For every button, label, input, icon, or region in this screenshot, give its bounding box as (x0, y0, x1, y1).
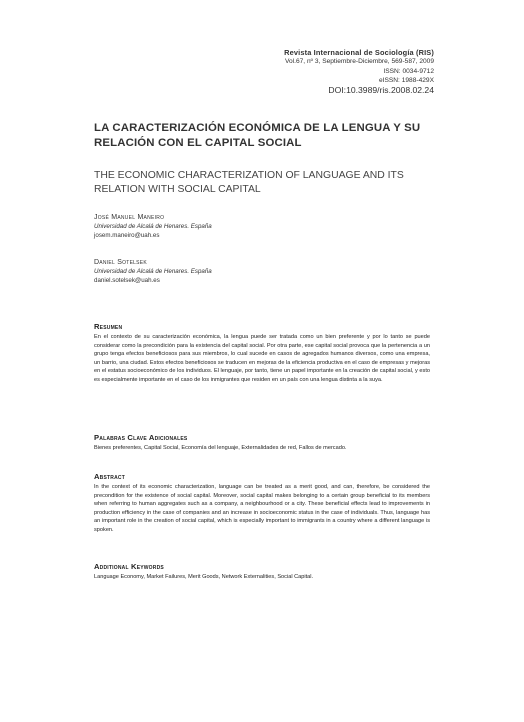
author-email: josem.maneiro@uah.es (94, 231, 160, 239)
abstract-heading: Abstract (94, 472, 125, 481)
journal-name: Revista Internacional de Sociología (RIS) (284, 48, 434, 57)
journal-header (174, 48, 434, 96)
palabras-clave-section (94, 433, 430, 453)
author-email: daniel.sotelsek@uah.es (94, 276, 160, 284)
abstract-section (94, 472, 430, 535)
resumen-section (94, 322, 430, 385)
author-institution: Universidad de Alcalá de Henares. España (94, 222, 212, 230)
keywords-text: Language Economy, Market Failures, Merit Goods, Network Externalities, Social Capital. (94, 574, 314, 580)
resumen-text: En el contexto de su caracterización económica, la lengua puede ser tratada como un bien preferente y por lo tanto se puede considerar como la precondición para la existencia del capital social. Por otra parte, ese capital social provoca que la pertenencia a un grupo tenga efectos beneficiosos para sus miembros, lo cual sucede en casos de agregados humanos diversos, como una empresa, un barrio, una ciudad. Estos efectos beneficiosos se traducen en mejoras de la eficiencia productiva en el caso de empresas y mejoras en el estatus socioeconómico de los individuos. El lenguaje, por tanto, tiene un papel importante en la creación de capital social, y esto es especialmente importante en el caso de los inmigrantes que residen en un país con una lengua distinta a la suya. (94, 334, 430, 383)
author-name: José Manuel Maneiro (94, 214, 165, 221)
palabras-clave-text: Bienes preferentes, Capital Social, Economía del lenguaje, Externalidades de red, Fallos de mercado. (94, 445, 347, 451)
resumen-heading: Resumen (94, 322, 123, 331)
author-block (94, 214, 394, 240)
article-title-spanish: LA CARACTERIZACIÓN ECONÓMICA DE LA LENGUA Y SU RELACIÓN CON EL CAPITAL SOCIAL (94, 122, 421, 149)
keywords-section (94, 562, 430, 582)
abstract-text: In the context of its economic characterization, language can be treated as a merit good, and can, therefore, be considered the precondition for the existence of social capital. Moreover, social capital makes belonging to a certain group beneficial to its members when referring to human aggregates such as a company, a neighbourhood or a city. These beneficial effects lead to improvements in production efficiency in the case of companies and an increase in socioeconomic status in the case of individuals. Thus, language has an important role in the creation of social capital, which is especially important to immigrants in a country where a different language is spoken. (94, 484, 430, 533)
journal-eissn: eISSN: 1988-429X (379, 76, 434, 84)
palabras-clave-heading: Palabras Clave Adicionales (94, 433, 188, 442)
journal-issn: ISSN: 0034-9712 (383, 67, 434, 75)
author-name: Daniel Sotelsek (94, 259, 147, 266)
journal-volume-line: Vol.67, nº 3, Septiembre-Diciembre, 569-587, 2009 (284, 58, 434, 66)
author-institution: Universidad de Alcalá de Henares. España (94, 267, 212, 275)
keywords-heading: Additional Keywords (94, 562, 164, 571)
author-block (94, 259, 394, 285)
article-title-english: THE ECONOMIC CHARACTERIZATION OF LANGUAGE AND ITS RELATION WITH SOCIAL CAPITAL (94, 170, 404, 195)
journal-doi: DOI:10.3989/ris.2008.02.24 (328, 85, 434, 96)
